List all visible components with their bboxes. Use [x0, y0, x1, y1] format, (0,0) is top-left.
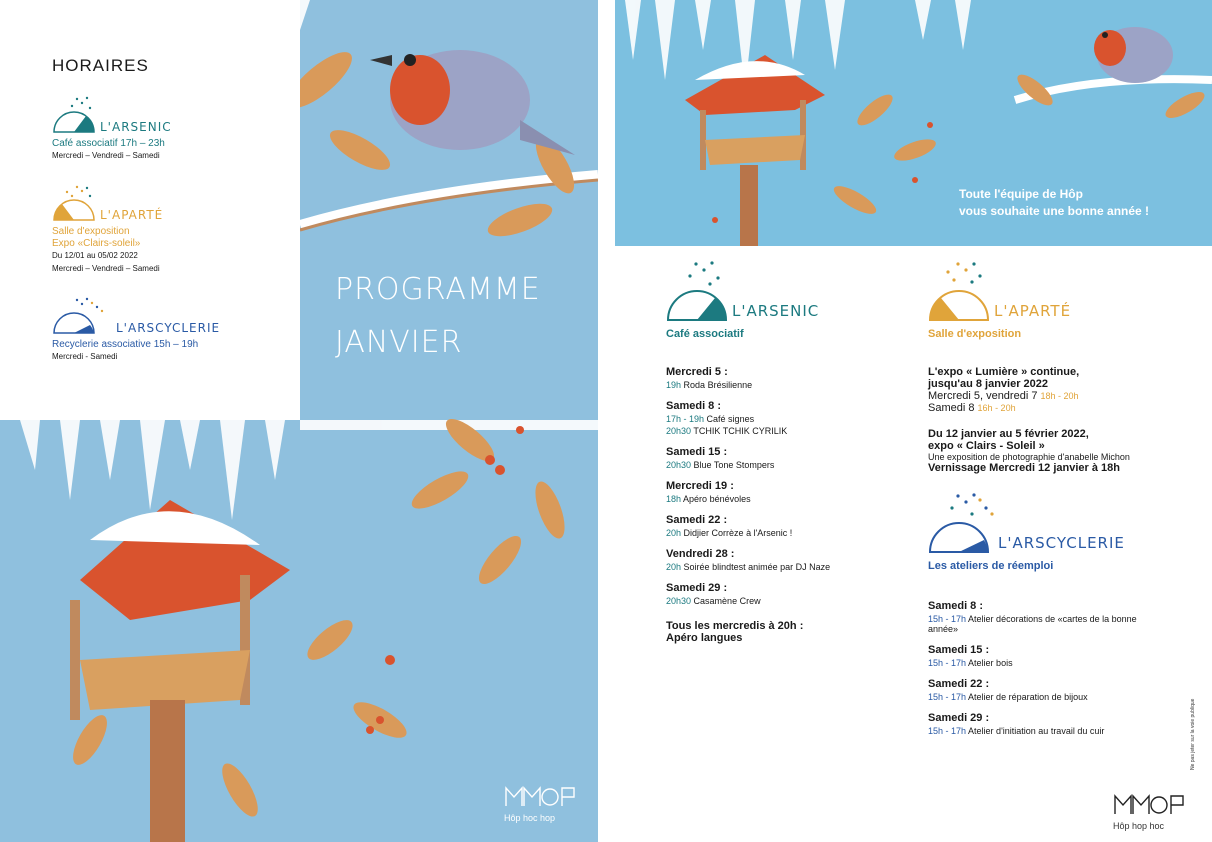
- atelier-text: Atelier bois: [968, 658, 1013, 668]
- fan-icon: [52, 295, 112, 335]
- hop-logo-mark: [1113, 794, 1185, 816]
- event-time: 20h30: [666, 426, 692, 436]
- expo-current-end: jusqu'au 8 janvier 2022: [928, 378, 1049, 390]
- event-time: 20h30: [666, 460, 692, 470]
- arscyclerie-hours: Recyclerie associative 15h – 19h: [52, 339, 199, 350]
- aparte-logo: [52, 182, 300, 222]
- arscyclerie-logo: [52, 295, 300, 335]
- event-line: [666, 494, 906, 504]
- event-line: [666, 528, 906, 538]
- atelier-text: Atelier de réparation de bijoux: [968, 692, 1088, 702]
- arsenic-event-list: [666, 366, 906, 644]
- programme-title-line1: PROGRAMME: [335, 272, 541, 307]
- event-line: [666, 460, 906, 470]
- event-line: [666, 414, 906, 424]
- event-line: [666, 380, 906, 390]
- event-day: Samedi 22 :: [666, 514, 728, 526]
- weekly-event: [666, 620, 906, 644]
- hop-logo: [1113, 794, 1193, 831]
- event-text: Soirée blindtest animée par DJ Naze: [683, 562, 831, 572]
- expo-current-title: L'expo « Lumière » continue,: [928, 366, 1080, 378]
- event-day: Mercredi 19 :: [666, 480, 734, 492]
- arsenic-hours: Café associatif 17h – 23h: [52, 138, 165, 149]
- hop-logo-mark: [504, 786, 576, 808]
- atelier-time: 15h - 17h: [928, 614, 967, 624]
- atelier-item: [928, 644, 1148, 668]
- event-text: Café signes: [706, 414, 755, 424]
- venue-arsenic: [52, 94, 300, 160]
- event-item: [666, 366, 906, 390]
- venue-aparte: [52, 182, 300, 273]
- expo-current-hours: [928, 390, 1178, 402]
- greeting-line1: Toute l'équipe de Hôp: [959, 187, 1083, 201]
- expo-next-vernissage: Vernissage Mercredi 12 janvier à 18h: [928, 462, 1121, 474]
- aparte-logo-large: [928, 258, 1178, 322]
- event-item: [666, 514, 906, 538]
- atelier-line: [928, 658, 1148, 668]
- programme-title: [335, 272, 541, 360]
- fan-icon: [666, 258, 728, 322]
- event-text: Casamène Crew: [693, 596, 761, 606]
- event-line: [666, 596, 906, 606]
- event-text: Roda Brésilienne: [683, 380, 753, 390]
- atelier-item: [928, 712, 1148, 736]
- hop-logo-sub: Hôp hop hoc: [1113, 821, 1165, 831]
- greeting-banner: [615, 0, 1212, 246]
- event-text: TCHIK TCHIK CYRILIK: [693, 426, 788, 436]
- arscyclerie-days: Mercredi - Samedi: [52, 352, 118, 361]
- hop-logo-sub: Hôp hoc hop: [504, 813, 556, 823]
- atelier-time: 15h - 17h: [928, 658, 967, 668]
- expo-next-dates: Du 12 janvier au 5 février 2022,: [928, 428, 1089, 440]
- atelier-day: Samedi 29 :: [928, 712, 990, 724]
- arsenic-logo-large: [666, 258, 906, 322]
- atelier-text: Atelier d'initiation au travail du cuir: [968, 726, 1105, 736]
- atelier-line: [928, 726, 1148, 736]
- event-item: [666, 548, 906, 572]
- horaires-box: [0, 0, 300, 420]
- fan-icon: [52, 182, 96, 222]
- event-time: 17h - 19h: [666, 414, 705, 424]
- event-text: Apéro bénévoles: [683, 494, 751, 504]
- arsenic-column: [666, 258, 906, 644]
- arscyclerie-logo-name: L'ARSCYCLERIE: [998, 534, 1125, 552]
- aparte-dates: Du 12/01 au 05/02 2022: [52, 251, 138, 260]
- aparte-logo-name: L'APARTÉ: [994, 302, 1072, 320]
- arsenic-section-title: Café associatif: [666, 328, 744, 340]
- atelier-day: Samedi 8 :: [928, 600, 984, 612]
- fan-icon: [928, 258, 990, 322]
- event-day: Samedi 15 :: [666, 446, 728, 458]
- expo-days: Mercredi 5, vendredi 7: [928, 390, 1038, 402]
- hop-logo: [504, 786, 584, 823]
- weekly-event-name: Apéro langues: [666, 632, 743, 644]
- aparte-expo: Expo «Clairs-soleil»: [52, 238, 141, 249]
- aparte-column: [928, 258, 1178, 736]
- arsenic-logo-name: L'ARSENIC: [732, 302, 820, 320]
- arsenic-logo: [52, 94, 300, 134]
- event-day: Samedi 8 :: [666, 400, 722, 412]
- arscyclerie-logo-name: L'ARSCYCLERIE: [116, 321, 221, 335]
- greeting-line2: vous souhaite une bonne année !: [959, 204, 1150, 218]
- weekly-event-title: Tous les mercredis à 20h :: [666, 620, 804, 632]
- arsenic-logo-name: L'ARSENIC: [100, 120, 172, 134]
- atelier-day: Samedi 22 :: [928, 678, 990, 690]
- event-time: 20h: [666, 562, 682, 572]
- atelier-line: [928, 614, 1148, 634]
- event-item: [666, 400, 906, 436]
- event-day: Mercredi 5 :: [666, 366, 728, 378]
- expo-time: 18h - 20h: [1040, 391, 1079, 401]
- event-item: [666, 480, 906, 504]
- ateliers-list: [928, 600, 1148, 736]
- arscyclerie-section-title: Les ateliers de réemploi: [928, 560, 1054, 572]
- event-day: Samedi 29 :: [666, 582, 728, 594]
- arscyclerie-logo-large: [928, 490, 1178, 554]
- atelier-day: Samedi 15 :: [928, 644, 990, 656]
- event-time: 20h: [666, 528, 682, 538]
- fan-icon: [928, 490, 1008, 554]
- event-text: Blue Tone Stompers: [693, 460, 775, 470]
- event-time: 19h: [666, 380, 682, 390]
- event-line: [666, 562, 906, 572]
- expo-days: Samedi 8: [928, 402, 975, 414]
- event-time: 18h: [666, 494, 682, 504]
- legal-note: Ne pas jeter sur la voie publique: [1190, 698, 1196, 770]
- atelier-item: [928, 600, 1148, 634]
- event-item: [666, 446, 906, 470]
- expo-current-hours: [928, 402, 1178, 414]
- horaires-title: HORAIRES: [52, 56, 149, 75]
- expo-current: [928, 366, 1178, 414]
- atelier-line: [928, 692, 1148, 702]
- programme-title-line2: JANVIER: [335, 325, 463, 360]
- arsenic-days: Mercredi – Vendredi – Samedi: [52, 151, 160, 160]
- fan-icon: [52, 94, 96, 134]
- aparte-days: Mercredi – Vendredi – Samedi: [52, 264, 160, 273]
- venue-arscyclerie: [52, 295, 300, 361]
- atelier-time: 15h - 17h: [928, 692, 967, 702]
- aparte-logo-name: L'APARTÉ: [100, 208, 164, 222]
- aparte-section-title: Salle d'exposition: [928, 328, 1022, 340]
- atelier-item: [928, 678, 1148, 702]
- cover-panel: [0, 0, 598, 842]
- expo-next: [928, 428, 1178, 474]
- expo-next-desc: Une exposition de photographie d'anabelle Michon: [928, 452, 1130, 462]
- expo-next-title: expo « Clairs - Soleil »: [928, 440, 1045, 452]
- atelier-time: 15h - 17h: [928, 726, 967, 736]
- event-day: Vendredi 28 :: [666, 548, 735, 560]
- event-text: Didjier Corrèze à l'Arsenic !: [683, 528, 793, 538]
- atelier-text: Atelier décorations de «cartes de la bonne année»: [928, 614, 1137, 634]
- expo-time: 16h - 20h: [977, 403, 1016, 413]
- aparte-type: Salle d'exposition: [52, 226, 130, 237]
- event-line: [666, 426, 906, 436]
- greeting-text: [959, 186, 1149, 220]
- event-time: 20h30: [666, 596, 692, 606]
- event-item: [666, 582, 906, 606]
